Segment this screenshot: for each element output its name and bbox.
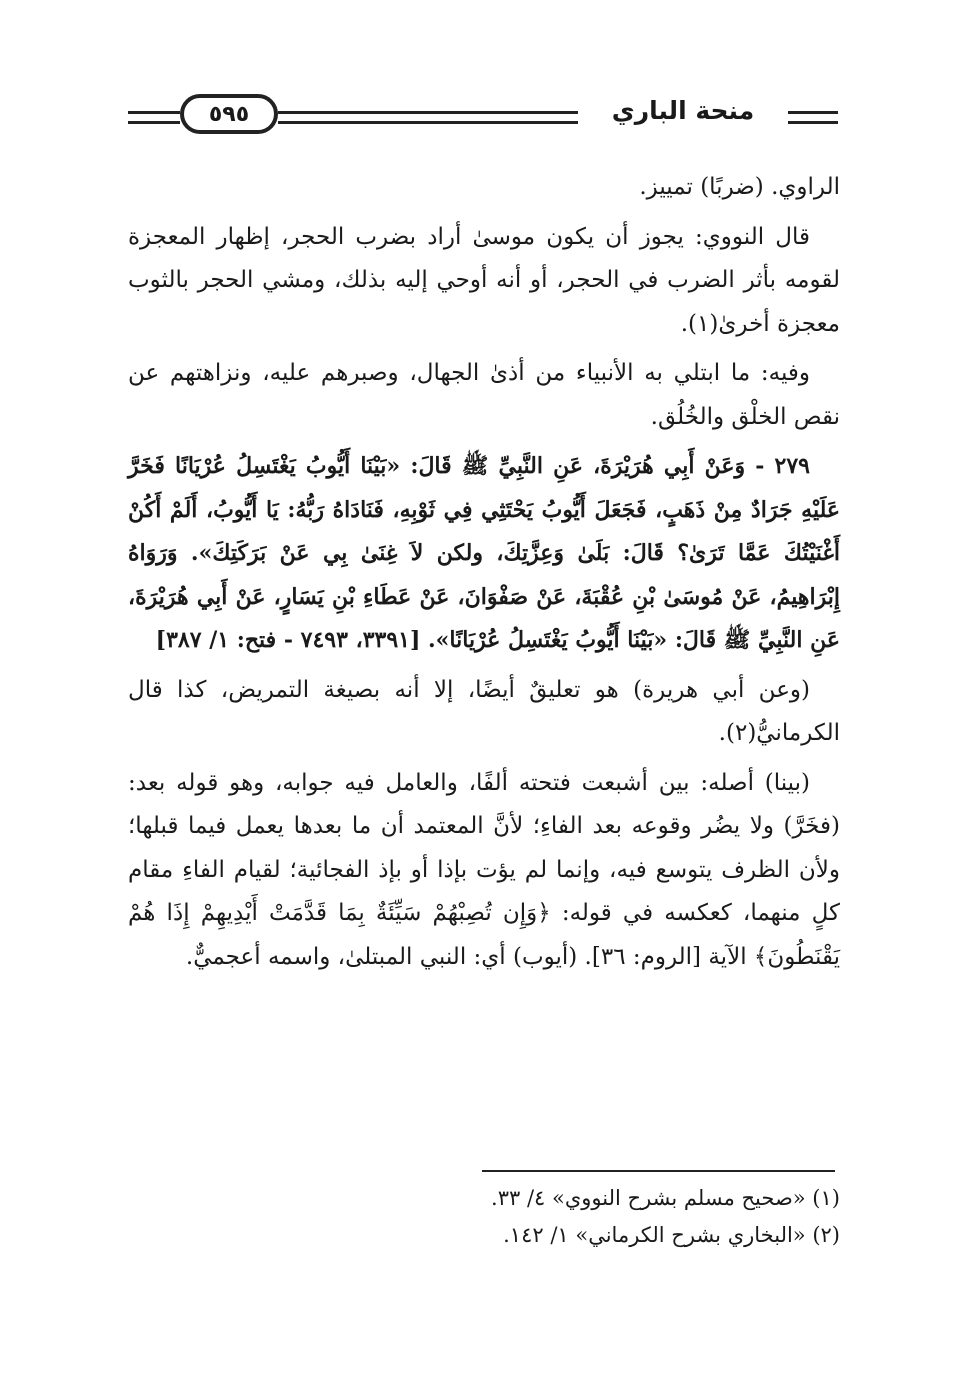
footnote-separator (482, 1170, 835, 1172)
paragraph-nawawi: قال النووي: يجوز أن يكون موسىٰ أراد بضرب الحجر، إظهار المعجزة لقومه بأثر الضرب في الحجر، أو أنه أوحي إليه بذلك، ومشي الحجر بالثوب معجزة أخرىٰ(١). (128, 223, 840, 337)
hadith-279: ٢٧٩ - وَعَنْ أَبِي هُرَيْرَةَ، عَنِ النَّبِيِّ ﷺ قَالَ: «بَيْنَا أَيُّوبُ يَغْتَسِلُ عُرْيَانًا فَخَرَّ عَلَيْهِ جَرَادٌ مِنْ ذَهَبٍ، فَجَعَلَ أَيُّوبُ يَحْتَثِي فِي ثَوْبِهِ، فَنَادَاهُ رَبُّهُ: يَا أَيُّوبُ، أَلَمْ أَكُنْ أَغْنَيْتُكَ عَمَّا تَرَىٰ؟ قَالَ: بَلَىٰ وَعِزَّتِكَ، ولكن لاَ غِنَىٰ بِي عَنْ بَرَكَتِكَ». وَرَوَاهُ إِبْرَاهِيمُ، عَنْ مُوسَىٰ بْنِ عُقْبَةَ، عَنْ صَفْوَانَ، عَنْ عَطَاءِ بْنِ يَسَارٍ، عَنْ أَبِي هُرَيْرَةَ، عَنِ النَّبِيِّ ﷺ قَالَ: «بَيْنَا أَيُّوبُ يَغْتَسِلُ عُرْيَانًا». [٣٣٩١، ٧٤٩٣ - فتح: ١/ ٣٨٧] (128, 453, 840, 653)
footnotes (300, 1180, 840, 1254)
main-text (128, 166, 840, 985)
footnote-1: (١) «صحيح مسلم بشرح النووي» ٤/ ٣٣. (491, 1186, 840, 1210)
paragraph-commentary-bayna: (بينا) أصله: بين أشبعت فتحته ألفًا، والعامل فيه جوابه، وهو قوله بعد: (فخَرَّ) ولا يضُر وقوعه بعد الفاءِ؛ لأنَّ المعتمد أن ما بعدها يعمل فيما قبلها؛ ولأن الظرف يتوسع فيه، وإنما لم يؤت بإذا أو بإذ الفجائية؛ لقيام الفاءِ مقام كلٍ منهما، كعكسه في قوله: ﴿وَإِن تُصِبْهُمْ سَيِّئَةٌ بِمَا قَدَّمَتْ أَيْدِيهِمْ إِذَا هُمْ يَقْنَطُونَ﴾ الآية [الروم: ٣٦]. (أيوب) أي: النبي المبتلىٰ، واسمه أعجميٌّ. (128, 769, 840, 970)
footnote-2: (٢) «البخاري بشرح الكرماني» ١/ ١٤٢. (503, 1223, 840, 1247)
header-rule-left (128, 111, 180, 124)
paragraph-lessons: وفيه: ما ابتلي به الأنبياء من أذىٰ الجهال، وصبرهم عليه، ونزاهتهم عن نقص الخلْق والخُلُق. (128, 360, 840, 430)
header-rule-right (788, 111, 838, 124)
page-number: ٥٩٥ (180, 94, 278, 134)
running-title: منحة الباري (611, 96, 755, 125)
paragraph-commentary-ta'liq: (وعن أبي هريرة) هو تعليقٌ أيضًا، إلا أنه بصيغة التمريض، كذا قال الكرمانيُّ(٢). (128, 676, 840, 746)
header-rule-middle (278, 111, 578, 124)
paragraph-narrator: الراوي. (ضربًا) تمييز. (639, 174, 840, 200)
page-header (128, 86, 838, 146)
